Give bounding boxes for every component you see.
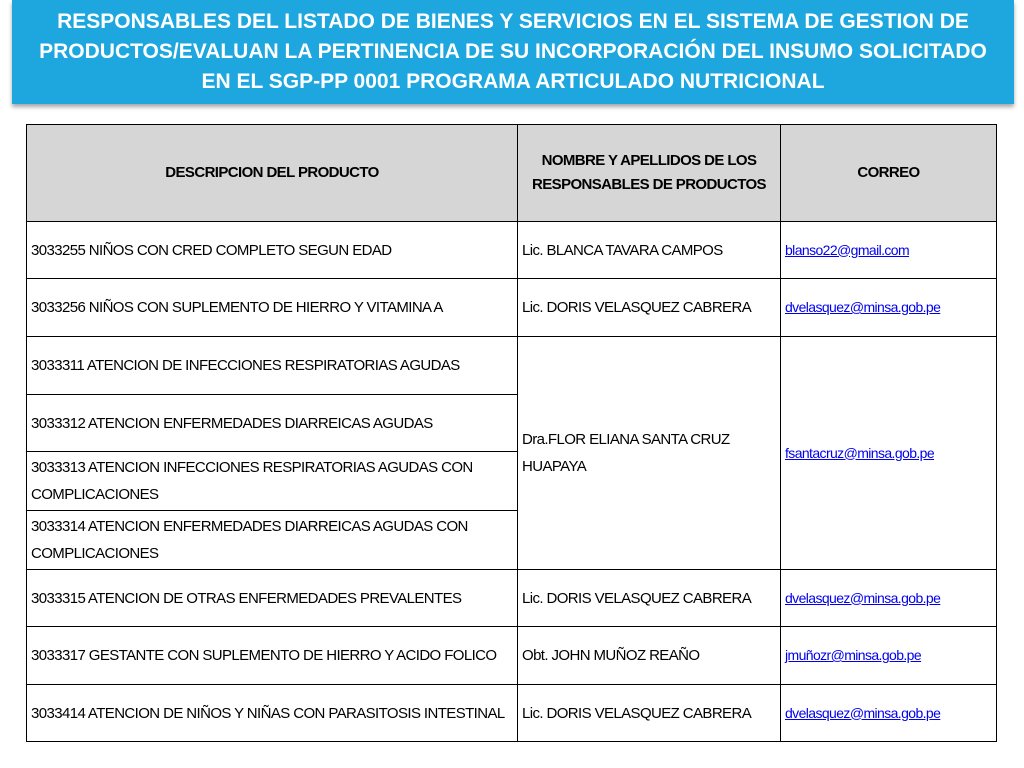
product-description: 3033255 NIÑOS CON CRED COMPLETO SEGUN EDAD bbox=[27, 222, 518, 279]
product-description: 3033414 ATENCION DE NIÑOS Y NIÑAS CON PARASITOSIS INTESTINAL bbox=[27, 685, 518, 742]
email-cell bbox=[781, 222, 997, 279]
table-row bbox=[27, 627, 997, 685]
product-description: 3033312 ATENCION ENFERMEDADES DIARREICAS AGUDAS bbox=[27, 395, 518, 452]
header-email: CORREO bbox=[781, 125, 997, 222]
responsible-name: Obt. JOHN MUÑOZ REAÑO bbox=[518, 627, 781, 685]
table-row bbox=[27, 570, 997, 627]
product-description: 3033315 ATENCION DE OTRAS ENFERMEDADES PREVALENTES bbox=[27, 570, 518, 627]
email-cell-merged bbox=[781, 337, 997, 570]
email-cell bbox=[781, 685, 997, 742]
product-description: 3033311 ATENCION DE INFECCIONES RESPIRATORIAS AGUDAS bbox=[27, 337, 518, 395]
header-responsible: NOMBRE Y APELLIDOS DE LOS RESPONSABLES DE PRODUCTOS bbox=[518, 125, 781, 222]
responsible-name: Lic. DORIS VELASQUEZ CABRERA bbox=[518, 279, 781, 337]
email-link[interactable]: dvelasquez@minsa.gob.pe bbox=[785, 589, 941, 606]
responsables-table bbox=[26, 124, 997, 742]
email-link[interactable]: dvelasquez@minsa.gob.pe bbox=[785, 704, 941, 721]
email-cell bbox=[781, 279, 997, 337]
email-link[interactable]: jmuñozr@minsa.gob.pe bbox=[785, 647, 922, 663]
email-link[interactable]: blanso22@gmail.com bbox=[785, 241, 910, 258]
table-header-row bbox=[27, 125, 997, 222]
responsible-name: Lic. DORIS VELASQUEZ CABRERA bbox=[518, 685, 781, 742]
table-row bbox=[27, 685, 997, 742]
responsible-name: Lic. DORIS VELASQUEZ CABRERA bbox=[518, 570, 781, 627]
responsible-name-merged: Dra.FLOR ELIANA SANTA CRUZ HUAPAYA bbox=[518, 337, 781, 570]
table-row bbox=[27, 279, 997, 337]
product-description: 3033314 ATENCION ENFERMEDADES DIARREICAS AGUDAS CON COMPLICACIONES bbox=[27, 511, 518, 570]
email-link[interactable]: fsantacruz@minsa.gob.pe bbox=[785, 444, 935, 461]
email-cell bbox=[781, 570, 997, 627]
table-row bbox=[27, 222, 997, 279]
product-description: 3033313 ATENCION INFECCIONES RESPIRATORIAS AGUDAS CON COMPLICACIONES bbox=[27, 452, 518, 511]
header-description: DESCRIPCION DEL PRODUCTO bbox=[27, 125, 518, 222]
product-description: 3033256 NIÑOS CON SUPLEMENTO DE HIERRO Y VITAMINA A bbox=[27, 279, 518, 337]
responsible-name: Lic. BLANCA TAVARA CAMPOS bbox=[518, 222, 781, 279]
page-title: RESPONSABLES DEL LISTADO DE BIENES Y SERVICIOS EN EL SISTEMA DE GESTION DE PRODUCTOS/EVALUAN LA PERTINENCIA DE SU INCORPORACIÓN DEL INSUMO SOLICITADO EN EL SGP-PP 0001 PROGRAMA ARTICULADO NUTRICIONAL bbox=[39, 10, 987, 93]
title-banner bbox=[12, 0, 1014, 104]
table-row bbox=[27, 337, 997, 395]
email-link[interactable]: dvelasquez@minsa.gob.pe bbox=[785, 299, 941, 315]
email-cell bbox=[781, 627, 997, 685]
product-description: 3033317 GESTANTE CON SUPLEMENTO DE HIERRO Y ACIDO FOLICO bbox=[27, 627, 518, 685]
